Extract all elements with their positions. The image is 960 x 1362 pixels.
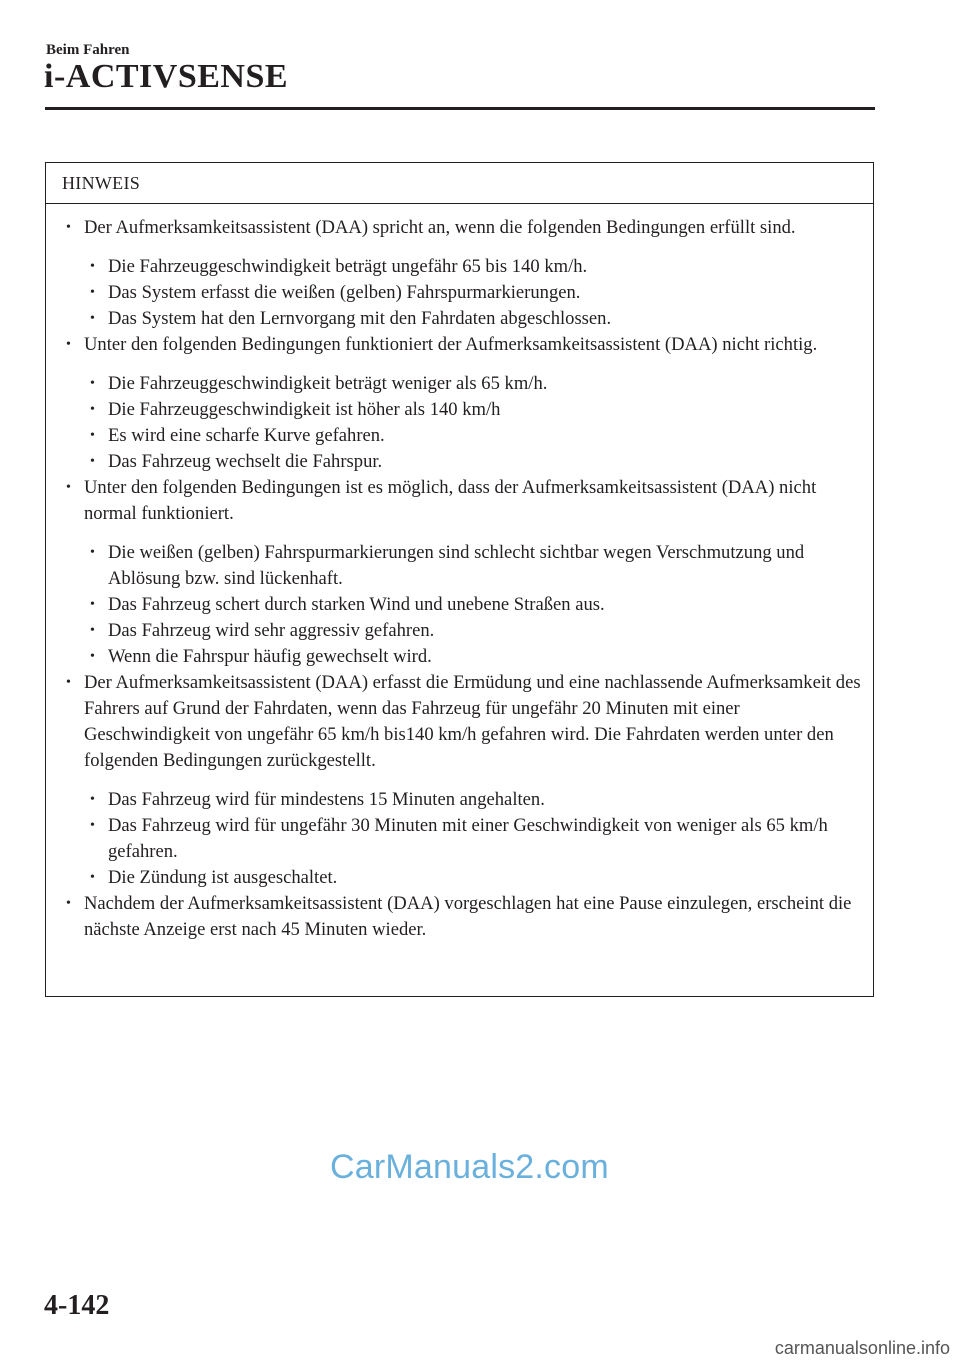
note-subitem — [59, 306, 869, 332]
bullet-icon: • — [90, 623, 95, 638]
note-subitem-text: Die weißen (gelben) Fahrspurmarkierungen sind schlecht sichtbar wegen Verschmutzung und Ablösung bzw. sind lückenhaft. — [108, 542, 805, 589]
bullet-icon: • — [66, 480, 71, 495]
note-item — [59, 215, 869, 241]
note-subitem — [59, 865, 869, 891]
bullet-icon: • — [90, 376, 95, 391]
note-subitem — [59, 540, 869, 592]
note-subitem — [59, 644, 869, 670]
bullet-icon: • — [90, 428, 95, 443]
note-subitem — [59, 397, 869, 423]
note-subitem-text: Das Fahrzeug wird für ungefähr 30 Minuten mit einer Geschwindigkeit von weniger als 65 km/h gefahren. — [108, 815, 828, 862]
bullet-icon: • — [90, 259, 95, 274]
note-subitem-text: Die Fahrzeuggeschwindigkeit beträgt ungefähr 65 bis 140 km/h. — [108, 256, 588, 277]
note-subitem — [59, 449, 869, 475]
note-subitem — [59, 618, 869, 644]
note-item — [59, 670, 869, 774]
note-subitem-text: Wenn die Fahrspur häufig gewechselt wird. — [108, 646, 432, 667]
note-item-text: Unter den folgenden Bedingungen funktioniert der Aufmerksamkeitsassistent (DAA) nicht richtig. — [84, 334, 818, 355]
note-subitem-text: Die Zündung ist ausgeschaltet. — [108, 867, 338, 888]
bullet-icon: • — [90, 402, 95, 417]
footer-watermark: carmanualsonline.info — [774, 1338, 950, 1358]
bullet-icon: • — [90, 454, 95, 469]
note-subitem — [59, 371, 869, 397]
note-subitem-text: Das Fahrzeug wird für mindestens 15 Minuten angehalten. — [108, 789, 545, 810]
note-subitem — [59, 423, 869, 449]
note-box — [45, 162, 874, 997]
note-item — [59, 475, 869, 527]
section-label: Beim Fahren — [46, 42, 130, 58]
note-item — [59, 891, 869, 943]
note-item-text: Unter den folgenden Bedingungen ist es möglich, dass der Aufmerksamkeitsassistent (DAA) nicht normal funktioniert. — [84, 477, 817, 524]
note-subitem-text: Das System erfasst die weißen (gelben) Fahrspurmarkierungen. — [108, 282, 581, 303]
bullet-icon: • — [90, 792, 95, 807]
page-number: 4-142 — [44, 1290, 110, 1321]
bullet-icon: • — [90, 870, 95, 885]
note-item — [59, 332, 869, 358]
bullet-icon: • — [90, 818, 95, 833]
note-item-text: Nachdem der Aufmerksamkeitsassistent (DAA) vorgeschlagen hat eine Pause einzulegen, erscheint die nächste Anzeige erst nach 45 Minuten wieder. — [84, 893, 852, 940]
bullet-icon: • — [66, 896, 71, 911]
note-subitem-text: Die Fahrzeuggeschwindigkeit beträgt weniger als 65 km/h. — [108, 373, 548, 394]
note-subitem-text: Das Fahrzeug schert durch starken Wind und unebene Straßen aus. — [108, 594, 605, 615]
note-item-text: Der Aufmerksamkeitsassistent (DAA) erfasst die Ermüdung und eine nachlassende Aufmerksamkeit des Fahrers auf Grund der Fahrdaten, wenn das Fahrzeug für ungefähr 20 Minuten mit einer Geschwindigkeit von ungefähr 65 km/h bis140 km/h gefahren wird. Die Fahrdaten werden unter den folgenden Bedingungen zurückgestellt. — [84, 672, 861, 771]
watermark-logo: CarManuals2.com — [330, 1148, 609, 1186]
note-subitem-text: Das Fahrzeug wechselt die Fahrspur. — [108, 451, 383, 472]
bullet-icon: • — [90, 545, 95, 560]
note-item-text: Der Aufmerksamkeitsassistent (DAA) spricht an, wenn die folgenden Bedingungen erfüllt sind. — [84, 217, 796, 238]
note-subitem — [59, 787, 869, 813]
note-divider — [46, 203, 873, 204]
note-subitem — [59, 592, 869, 618]
bullet-icon: • — [66, 337, 71, 352]
bullet-icon: • — [90, 311, 95, 326]
chapter-title: i-ACTIVSENSE — [44, 58, 289, 95]
note-heading: HINWEIS — [62, 173, 141, 193]
bullet-icon: • — [66, 220, 71, 235]
note-subitem — [59, 813, 869, 865]
note-subitem-text: Es wird eine scharfe Kurve gefahren. — [108, 425, 385, 446]
note-body — [59, 215, 869, 943]
note-subitem-text: Das System hat den Lernvorgang mit den Fahrdaten abgeschlossen. — [108, 308, 612, 329]
note-subitem-text: Die Fahrzeuggeschwindigkeit ist höher als 140 km/h — [108, 399, 501, 420]
bullet-icon: • — [90, 285, 95, 300]
note-subitem — [59, 280, 869, 306]
bullet-icon: • — [66, 675, 71, 690]
note-subitem-text: Das Fahrzeug wird sehr aggressiv gefahren. — [108, 620, 435, 641]
bullet-icon: • — [90, 597, 95, 612]
note-subitem — [59, 254, 869, 280]
bullet-icon: • — [90, 649, 95, 664]
header-rule — [45, 107, 875, 110]
